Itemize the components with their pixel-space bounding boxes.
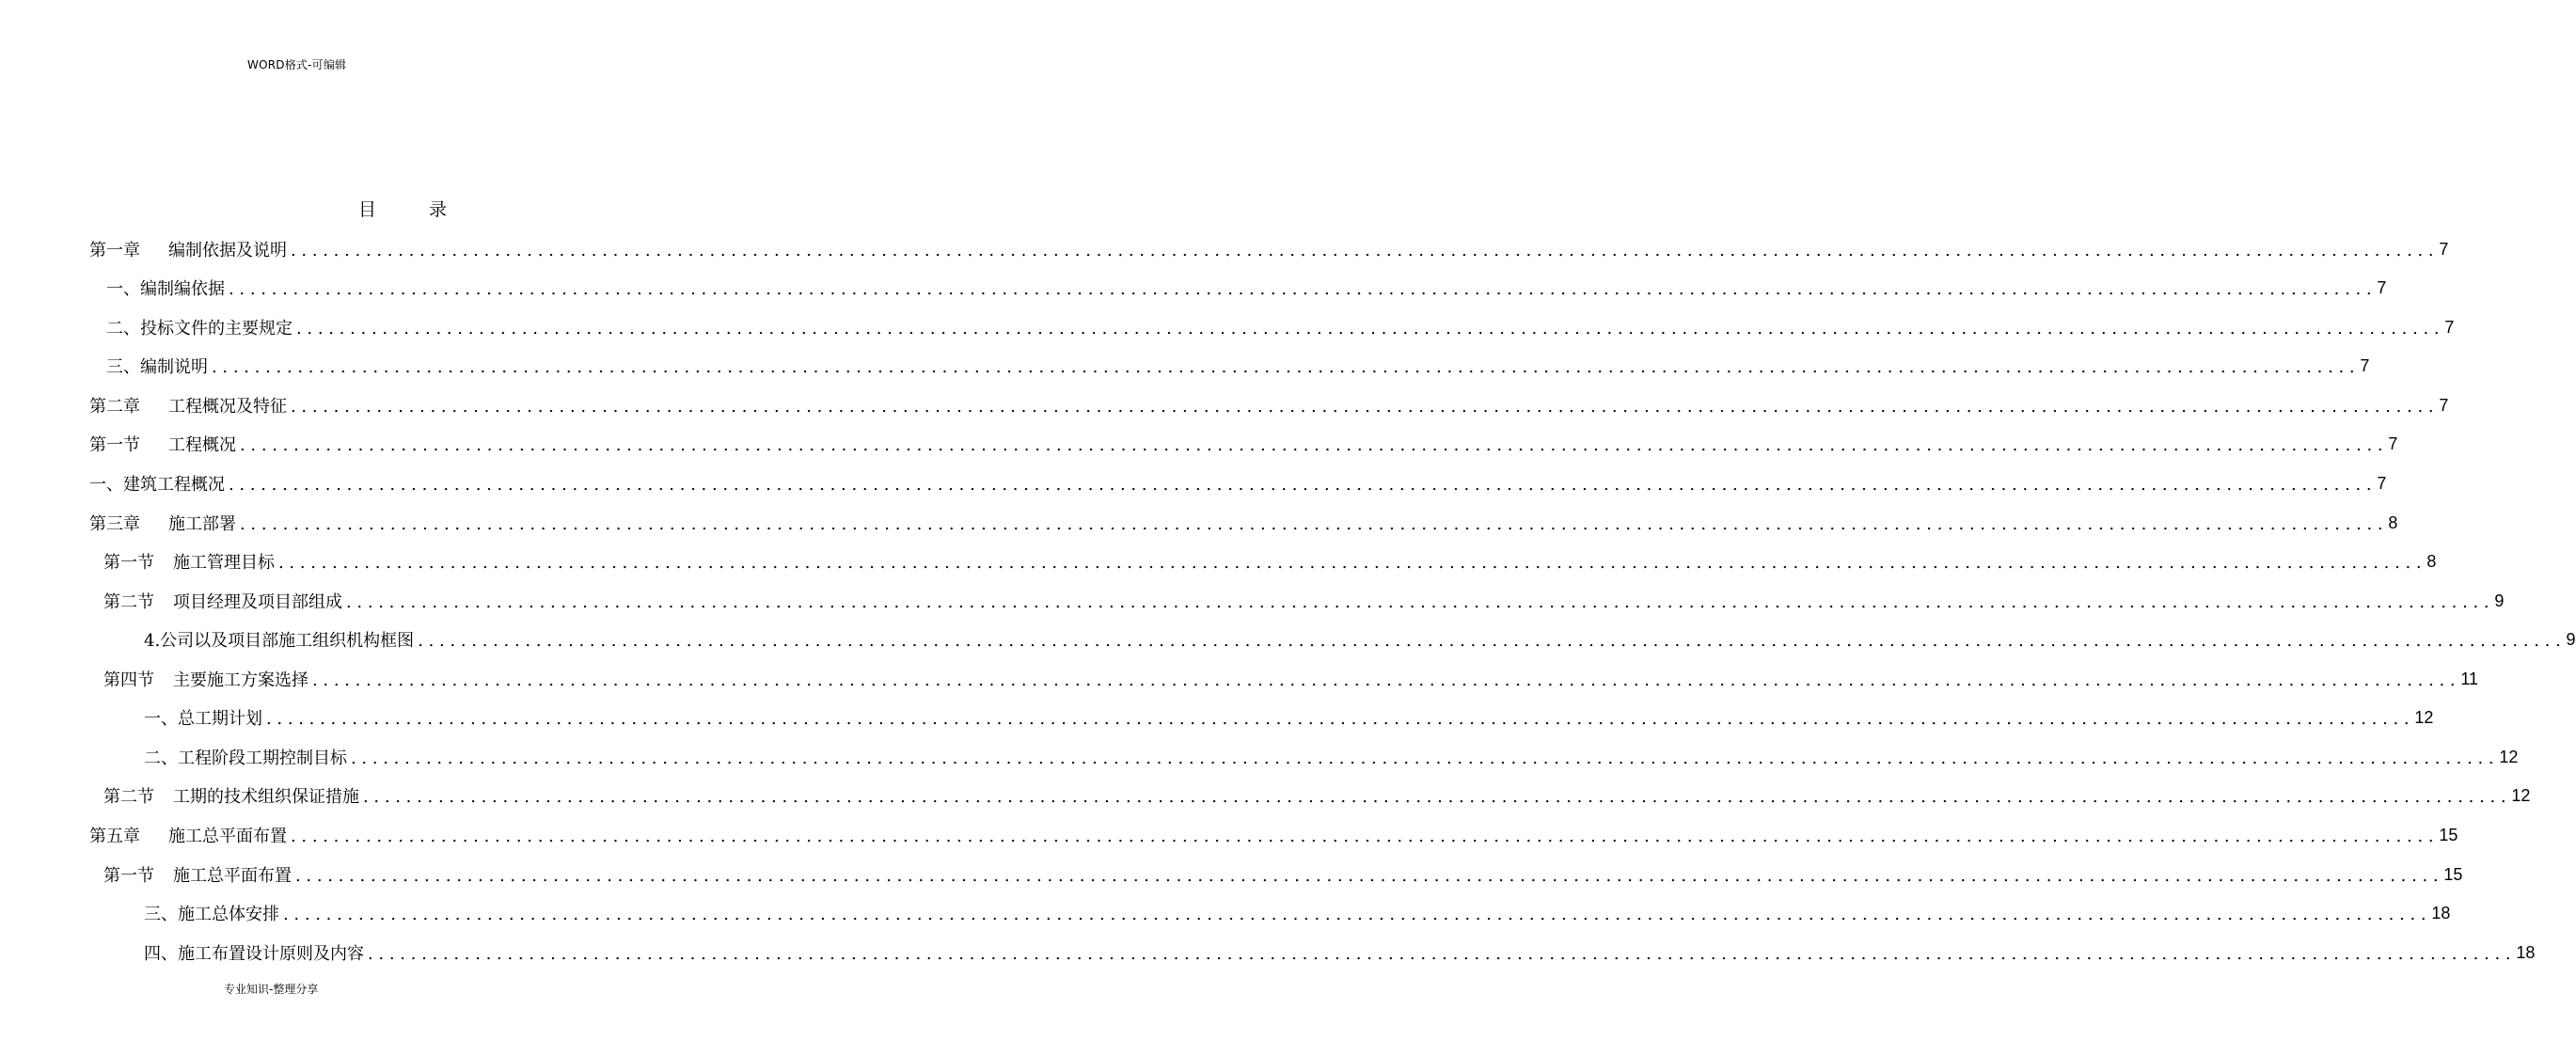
toc-entry[interactable]	[144, 938, 2536, 967]
toc-entry-title: 施工总平面布置	[168, 827, 287, 846]
toc-entry-page-number: 11	[2460, 669, 2479, 688]
toc-entry-label	[144, 901, 279, 925]
toc-entry-title: 三、施工总体安排	[144, 905, 279, 924]
toc-entry-title: 三、编制说明	[106, 357, 208, 377]
toc-entry-page-number: 8	[2388, 512, 2398, 532]
toc-entry-page-number: 7	[2388, 433, 2398, 453]
toc-entry-leader-dots: ........................................................................................................................................................................................................	[283, 904, 2432, 924]
toc-entry-page-number: 7	[2377, 473, 2387, 493]
toc-entry[interactable]	[89, 430, 2398, 458]
toc-entry[interactable]	[103, 781, 2531, 810]
toc-entry-leader-dots: ........................................................................................................................................................................................................	[278, 552, 2427, 573]
toc-entry-page-number: 15	[2439, 825, 2458, 844]
toc-entry-leader-dots: ........................................................................................................................................................................................................	[363, 786, 2512, 807]
toc-entry-label	[103, 667, 308, 691]
toc-entry[interactable]	[144, 743, 2519, 771]
toc-entry-label	[89, 823, 287, 847]
toc-entry-leader-dots: ........................................................................................................................................................................................................	[212, 356, 2361, 377]
toc-entry[interactable]	[89, 469, 2387, 497]
toc-entry[interactable]	[89, 235, 2449, 263]
toc-entry-title: 工程概况	[168, 435, 236, 455]
toc-entry-label	[89, 471, 225, 496]
header-note: WORD格式-可编辑	[247, 58, 347, 71]
toc-entry-leader-dots: ........................................................................................................................................................................................................	[296, 318, 2445, 339]
toc-entry[interactable]	[106, 313, 2455, 341]
toc-entry-leader-dots: ........................................................................................................................................................................................................	[240, 434, 2389, 455]
toc-entry-label	[144, 940, 364, 965]
toc-entry[interactable]	[89, 391, 2449, 419]
toc-entry-section: 第二章	[89, 397, 140, 417]
toc-entry-page-number: 7	[2439, 395, 2449, 415]
toc-entry-page-number: 12	[2499, 747, 2519, 766]
toc-entry-title: 主要施工方案选择	[173, 670, 308, 690]
toc-entry-label	[144, 627, 414, 652]
toc-entry-section: 第一节	[89, 435, 140, 455]
toc-entry-title: 一、总工期计划	[144, 709, 262, 729]
toc-entry[interactable]	[103, 587, 2505, 615]
toc-entry-leader-dots: ........................................................................................................................................................................................................	[229, 278, 2378, 299]
toc-entry-section: 第二节	[103, 787, 154, 807]
toc-entry-title: 一、编制编依据	[106, 279, 225, 299]
toc-entry-label	[106, 354, 208, 378]
toc-entry[interactable]	[144, 703, 2434, 732]
toc-entry[interactable]	[103, 665, 2479, 693]
toc-entry-label	[89, 432, 236, 456]
toc-entry-title: 二、工程阶段工期控制目标	[144, 749, 347, 768]
toc-entry-leader-dots: ........................................................................................................................................................................................................	[346, 591, 2495, 612]
toc-entry-title: 工期的技术组织保证措施	[173, 787, 359, 807]
footer-note: 专业知识-整理分享	[224, 983, 319, 996]
toc-entry-leader-dots: ........................................................................................................................................................................................................	[229, 474, 2378, 495]
toc-entry-title: 施工管理目标	[173, 553, 275, 573]
toc-entry-page-number: 18	[2431, 903, 2451, 922]
toc-entry-label	[144, 705, 262, 730]
toc-entry-label	[89, 237, 287, 261]
toc-entry-label	[103, 549, 275, 574]
toc-entry[interactable]	[144, 899, 2451, 927]
toc-title-part2: 录	[429, 199, 448, 220]
toc-entry[interactable]	[106, 274, 2387, 302]
toc-entry-leader-dots: ........................................................................................................................................................................................................	[295, 865, 2444, 886]
toc-entry-page-number: 18	[2516, 942, 2536, 962]
toc-entry-label	[89, 393, 287, 418]
toc-entry-leader-dots: ........................................................................................................................................................................................................	[240, 513, 2389, 534]
toc-entry-title: 工程概况及特征	[168, 397, 287, 417]
toc-entry-label	[103, 783, 359, 808]
toc-entry-section: 第二节	[103, 592, 154, 612]
toc-entry-leader-dots: ........................................................................................................................................................................................................	[291, 396, 2440, 417]
toc-entry-page-number: 9	[2566, 629, 2576, 649]
toc-entry-section: 第一节	[103, 866, 154, 886]
toc-entry-page-number: 9	[2494, 591, 2505, 610]
toc-entry-label	[103, 589, 342, 613]
toc-entry[interactable]	[106, 352, 2370, 380]
toc-entry-page-number: 7	[2377, 277, 2387, 297]
toc-entry-page-number: 7	[2439, 239, 2449, 259]
toc-entry-label	[89, 511, 236, 535]
toc-entry-title: 项目经理及项目部组成	[173, 592, 342, 612]
toc-entry-title: 编制依据及说明	[168, 241, 287, 260]
toc-entry-title: 一、建筑工程概况	[89, 475, 225, 495]
toc-entry[interactable]	[89, 509, 2398, 537]
toc-entry-leader-dots: ........................................................................................................................................................................................................	[312, 670, 2461, 690]
toc-entry-page-number: 7	[2360, 355, 2370, 375]
toc-title-part1: 目	[358, 199, 377, 220]
toc-entry-leader-dots: ........................................................................................................................................................................................................	[351, 748, 2500, 768]
toc-entry-section: 第五章	[89, 827, 140, 846]
toc-entry-title: 施工总平面布置	[173, 866, 292, 886]
toc-entry-leader-dots: ........................................................................................................................................................................................................	[291, 826, 2440, 846]
toc-entry-section: 第三章	[89, 514, 140, 534]
toc-entry-page-number: 12	[2414, 707, 2434, 727]
toc-entry-title: 施工部署	[168, 514, 236, 534]
toc-entry[interactable]	[89, 821, 2458, 849]
toc-entry-section: 第一章	[89, 241, 140, 260]
toc-entry[interactable]	[103, 547, 2437, 575]
toc-entry-title: 二、投标文件的主要规定	[106, 319, 292, 339]
toc-entry-leader-dots: ........................................................................................................................................................................................................	[368, 943, 2517, 964]
toc-entry-section: 第一节	[103, 553, 154, 573]
toc-entry-label	[106, 315, 292, 339]
toc-entry-label	[144, 745, 347, 769]
toc-entry-leader-dots: ........................................................................................................................................................................................................	[291, 240, 2440, 260]
toc-entry-title: 4.公司以及项目部施工组织机构框图	[144, 631, 415, 651]
toc-entry-title: 四、施工布置设计原则及内容	[144, 944, 364, 964]
toc-entry-page-number: 12	[2511, 785, 2531, 805]
toc-entry-page-number: 7	[2444, 317, 2455, 337]
toc-entry-page-number: 8	[2426, 551, 2437, 571]
toc-entry-label	[106, 276, 225, 300]
toc-entry-page-number: 15	[2443, 864, 2463, 884]
toc-entry[interactable]	[103, 860, 2463, 889]
toc-entry-label	[103, 862, 292, 887]
toc-entry-section: 第四节	[103, 670, 154, 690]
toc-entry[interactable]	[144, 625, 2576, 654]
toc-entry-leader-dots: ........................................................................................................................................................................................................	[266, 708, 2415, 729]
toc-entry-leader-dots: ........................................................................................................................................................................................................	[418, 630, 2567, 651]
